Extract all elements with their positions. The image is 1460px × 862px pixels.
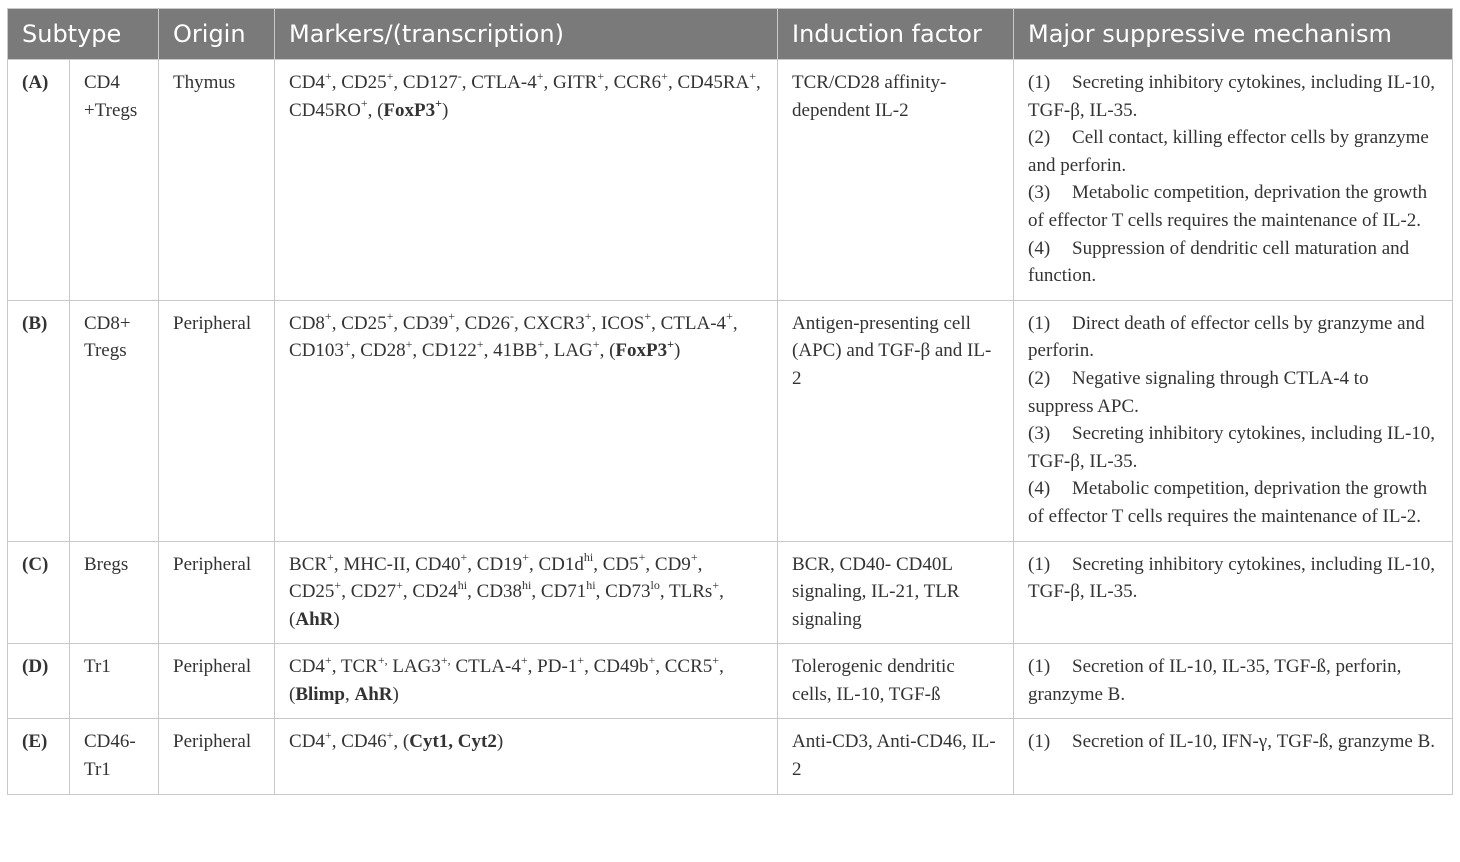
marker-segment: ) (496, 731, 504, 753)
marker-segment: + (749, 68, 757, 83)
marker-segment: + (324, 309, 332, 324)
marker-segment: + (386, 728, 394, 743)
mechanism-number: (2) (1028, 367, 1051, 389)
marker-segment: hi (586, 577, 596, 592)
mechanism-item (1028, 475, 1438, 530)
marker-segment: , MHC-II, CD40 (333, 553, 461, 575)
cell-origin: Peripheral (159, 300, 275, 541)
marker-segment: , CD45RA (667, 72, 750, 93)
marker-segment: , ( (393, 731, 410, 753)
marker-segment: +, (440, 652, 451, 667)
marker-segment: Cyt1, Cyt2 (409, 731, 497, 753)
mechanism-item (1028, 310, 1438, 365)
marker-segment: , TCR (331, 656, 378, 678)
treg-subtype-table (7, 8, 1453, 795)
marker-segment: + (584, 309, 592, 324)
marker-segment: + (648, 652, 656, 667)
header-suppressive-mechanism: Major suppressive mechanism (1014, 9, 1453, 60)
marker-segment: + (592, 337, 600, 352)
marker-segment: AhR (295, 608, 334, 630)
mechanism-text: Secretion of IL-10, IL-35, TGF-ß, perforin, granzyme B. (1028, 656, 1402, 705)
mechanism-item (1028, 728, 1438, 756)
cell-mechanisms (1014, 644, 1453, 719)
mechanism-item (1028, 235, 1438, 290)
cell-induction-factor: Anti-CD3, Anti-CD46, IL-2 (778, 719, 1014, 794)
marker-segment: - (457, 68, 462, 83)
marker-segment: , CD38 (467, 581, 523, 603)
marker-segment: , GITR (543, 72, 598, 93)
marker-segment: , CD19 (467, 553, 523, 575)
cell-origin: Peripheral (159, 541, 275, 644)
marker-segment: + (334, 577, 342, 592)
cell-induction-factor: TCR/CD28 affinity-dependent IL-2 (778, 60, 1014, 301)
marker-segment: + (597, 68, 605, 83)
marker-segment: , CD27 (341, 581, 397, 603)
mechanism-item (1028, 179, 1438, 234)
marker-segment: + (405, 337, 413, 352)
marker-segment: hi (522, 577, 532, 592)
table-row (8, 644, 1453, 719)
mechanism-text: Secreting inhibitory cytokines, including IL-10, TGF-β, IL-35. (1028, 423, 1436, 472)
mechanism-text: Secretion of IL-10, IFN-γ, TGF-ß, granzyme B. (1072, 731, 1435, 753)
table-row (8, 300, 1453, 541)
cell-subtype: CD8+ Tregs (70, 300, 159, 541)
marker-segment: ) (333, 608, 340, 630)
mechanism-text: Direct death of effector cells by granzyme and perforin. (1028, 312, 1425, 362)
marker-segment: + (324, 68, 332, 83)
cell-markers (275, 644, 778, 719)
header-subtype: Subtype (8, 9, 159, 60)
header-origin: Origin (159, 9, 275, 60)
marker-segment: , CXCR3 (513, 312, 585, 334)
cell-mechanisms (1014, 541, 1453, 644)
marker-segment: + (324, 652, 332, 667)
marker-segment: +, (377, 652, 388, 667)
marker-segment: , ICOS (591, 312, 645, 334)
marker-segment: + (712, 577, 720, 592)
marker-segment: , CD103 (289, 312, 738, 362)
table-row (8, 719, 1453, 794)
mechanism-item (1028, 551, 1438, 606)
cell-subtype: CD46- Tr1 (70, 719, 159, 794)
mechanism-number: (1) (1028, 72, 1051, 93)
marker-segment: , CD45RO (289, 72, 761, 121)
marker-segment: CD4 (289, 72, 325, 93)
mechanism-number: (3) (1028, 182, 1051, 204)
mechanism-item (1028, 69, 1438, 124)
marker-segment: + (577, 652, 585, 667)
marker-segment: , PD-1 (527, 656, 578, 678)
marker-segment: , CD1d (528, 553, 584, 575)
cell-mechanisms (1014, 60, 1453, 301)
marker-segment: , CD24 (402, 581, 458, 603)
marker-segment: , ( (599, 340, 616, 362)
marker-segment: , CD25 (289, 553, 703, 603)
mechanism-number: (1) (1028, 312, 1051, 334)
mechanism-item (1028, 420, 1438, 475)
marker-segment: , ( (289, 656, 724, 705)
marker-segment: , 41BB (483, 340, 538, 362)
row-id: (A) (8, 60, 70, 301)
mechanism-item (1028, 365, 1438, 420)
cell-markers (275, 719, 778, 794)
marker-segment: , ( (367, 99, 384, 121)
cell-mechanisms (1014, 719, 1453, 794)
cell-induction-factor: Antigen-presenting cell (APC) and TGF-β and IL-2 (778, 300, 1014, 541)
marker-segment: , CD49b (584, 656, 649, 678)
marker-segment: + (476, 337, 484, 352)
row-id: (D) (8, 644, 70, 719)
mechanism-number: (1) (1028, 656, 1051, 678)
marker-segment: + (537, 337, 545, 352)
marker-segment: CD8 (289, 312, 325, 334)
cell-markers (275, 60, 778, 301)
marker-segment: + (638, 550, 646, 565)
marker-segment: FoxP3 (615, 340, 668, 362)
cell-markers (275, 300, 778, 541)
mechanism-item (1028, 653, 1438, 708)
marker-segment: , CCR6 (604, 72, 662, 93)
marker-segment: hi (457, 577, 468, 592)
mechanism-text: Cell contact, killing effector cells by granzyme and perforin. (1028, 127, 1429, 176)
cell-origin: Thymus (159, 60, 275, 301)
marker-segment: + (435, 96, 442, 111)
mechanism-number: (1) (1028, 731, 1051, 753)
mechanism-number: (2) (1028, 127, 1051, 149)
mechanism-text: Secreting inhibitory cytokines, including IL-10, TGF-β, IL-35. (1028, 72, 1436, 121)
cell-origin: Peripheral (159, 719, 275, 794)
marker-segment: + (644, 309, 652, 324)
marker-segment: + (460, 550, 468, 565)
header-induction-factor: Induction factor (778, 9, 1014, 60)
marker-segment: , CD25 (331, 72, 387, 93)
marker-segment: , CD5 (593, 553, 639, 575)
row-id: (B) (8, 300, 70, 541)
marker-segment: + (324, 728, 332, 743)
marker-segment: AhR (354, 683, 393, 705)
marker-segment: + (667, 337, 674, 352)
cell-subtype: Tr1 (70, 644, 159, 719)
mechanism-number: (3) (1028, 423, 1051, 445)
marker-segment: , CD26 (455, 312, 510, 334)
marker-segment: - (509, 309, 514, 324)
cell-induction-factor: BCR, CD40- CD40L signaling, IL-21, TLR signaling (778, 541, 1014, 644)
mechanism-number: (4) (1028, 478, 1051, 500)
row-id: (C) (8, 541, 70, 644)
marker-segment: LAG3 (387, 656, 441, 678)
marker-segment: + (360, 96, 368, 111)
header-markers: Markers/(transcription) (275, 9, 778, 60)
marker-segment: ) (441, 99, 449, 121)
marker-segment: , CD73 (595, 581, 651, 603)
marker-segment: , CTLA-4 (461, 72, 537, 93)
mechanism-number: (1) (1028, 553, 1051, 575)
mechanism-text: Secreting inhibitory cytokines, including IL-10, TGF-β, IL-35. (1028, 553, 1436, 603)
marker-segment: lo (650, 577, 660, 592)
marker-segment: + (712, 652, 720, 667)
marker-segment: + (343, 337, 351, 352)
marker-segment: , CD46 (331, 731, 387, 753)
marker-segment: + (690, 550, 698, 565)
cell-subtype: CD4 +Tregs (70, 60, 159, 301)
marker-segment: Blimp (295, 683, 345, 705)
marker-segment: , CCR5 (655, 656, 713, 678)
marker-segment: + (536, 68, 544, 83)
marker-segment: , CD39 (393, 312, 449, 334)
marker-segment: CD4 (289, 731, 325, 753)
marker-segment: , CD122 (412, 340, 477, 362)
mechanism-item (1028, 124, 1438, 179)
marker-segment: + (386, 309, 394, 324)
marker-segment: + (448, 309, 456, 324)
table-row (8, 541, 1453, 644)
marker-segment: FoxP3 (383, 99, 436, 121)
marker-segment: , CD9 (645, 553, 691, 575)
marker-segment: , CD25 (331, 312, 387, 334)
table-row (8, 60, 1453, 301)
marker-segment: , CD28 (350, 340, 406, 362)
marker-segment: , (344, 683, 355, 705)
header-row (8, 9, 1453, 60)
row-id: (E) (8, 719, 70, 794)
table-body (8, 60, 1453, 795)
marker-segment: CD4 (289, 656, 325, 678)
marker-segment: , TLRs (659, 581, 713, 603)
mechanism-number: (4) (1028, 237, 1051, 259)
marker-segment: , CD127 (393, 72, 458, 93)
mechanism-text: Suppression of dendritic cell maturation and function. (1028, 237, 1410, 287)
marker-segment: , ( (289, 581, 724, 630)
marker-segment: + (726, 309, 733, 324)
marker-segment: + (520, 652, 528, 667)
cell-subtype: Bregs (70, 541, 159, 644)
marker-segment: + (327, 550, 334, 565)
marker-segment: + (522, 550, 529, 565)
marker-segment: + (396, 577, 403, 592)
marker-segment: ) (392, 683, 399, 705)
cell-induction-factor: Tolerogenic dendritic cells, IL-10, TGF-ß (778, 644, 1014, 719)
marker-segment: + (386, 68, 394, 83)
cell-origin: Peripheral (159, 644, 275, 719)
marker-segment: , CD71 (531, 581, 587, 603)
cell-mechanisms (1014, 300, 1453, 541)
mechanism-text: Metabolic competition, deprivation the growth of effector T cells requires the maintenance of IL-2. (1028, 182, 1428, 231)
mechanism-text: Metabolic competition, deprivation the growth of effector T cells requires the maintenance of IL-2. (1028, 478, 1428, 527)
marker-segment: , LAG (544, 340, 593, 362)
marker-segment: hi (583, 550, 594, 565)
marker-segment: BCR (289, 553, 328, 575)
marker-segment: , CTLA-4 (651, 312, 727, 334)
marker-segment: + (661, 68, 668, 83)
cell-markers (275, 541, 778, 644)
marker-segment: ) (673, 340, 681, 362)
mechanism-text: Negative signaling through CTLA-4 to suppress APC. (1028, 367, 1369, 417)
marker-segment: CTLA-4 (450, 656, 521, 678)
